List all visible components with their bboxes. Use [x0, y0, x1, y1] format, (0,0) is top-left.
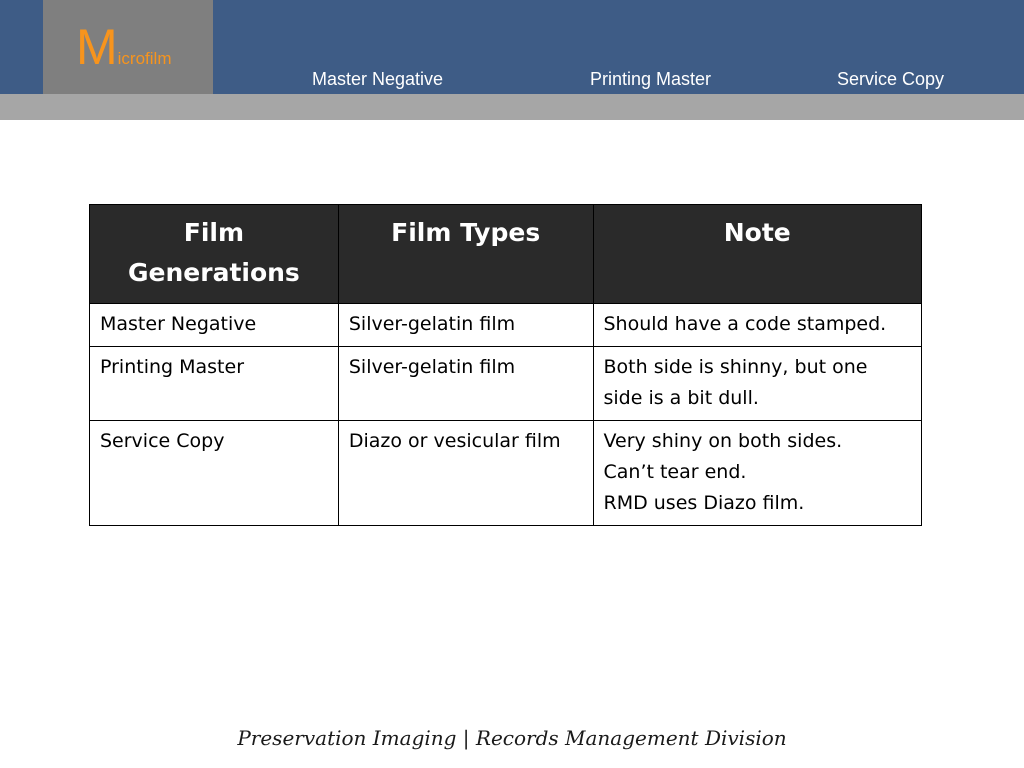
logo: [76, 19, 172, 75]
note-line: RMD uses Diazo film.: [603, 492, 805, 514]
header-film-types: Film Types: [338, 205, 593, 304]
cell-film-type: Diazo or vesicular film: [338, 421, 593, 526]
header-note: Note: [593, 205, 922, 304]
cell-note: [593, 304, 922, 347]
nav-item-master-negative[interactable]: Master Negative: [312, 69, 444, 89]
table-row: [90, 304, 922, 347]
table-header-row: [90, 205, 922, 304]
cell-generation: Master Negative: [90, 304, 339, 347]
note-line: Should have a code stamped.: [603, 313, 887, 335]
footer-text: Preservation Imaging | Records Management Division: [237, 726, 787, 750]
logo-rest: icrofilm: [117, 49, 172, 68]
cell-note: [593, 421, 922, 526]
cell-note: [593, 347, 922, 421]
film-table: [89, 204, 922, 526]
note-line: Both side is shinny, but one side is a bit dull.: [603, 356, 868, 409]
table-row: [90, 347, 922, 421]
note-line: Very shiny on both sides.: [603, 430, 843, 452]
note-line: Can’t tear end.: [603, 461, 747, 483]
logo-box: [43, 0, 213, 94]
table-row: [90, 421, 922, 526]
logo-initial: M: [76, 19, 118, 75]
nav-item-printing-master[interactable]: Printing Master: [590, 69, 712, 89]
cell-generation: Printing Master: [90, 347, 339, 421]
cell-film-type: Silver-gelatin film: [338, 304, 593, 347]
cell-generation: Service Copy: [90, 421, 339, 526]
header-strip: [0, 94, 1024, 120]
header-film-generations: Film Generations: [90, 205, 339, 304]
cell-film-type: Silver-gelatin film: [338, 347, 593, 421]
nav-item-service-copy[interactable]: Service Copy: [837, 69, 945, 89]
